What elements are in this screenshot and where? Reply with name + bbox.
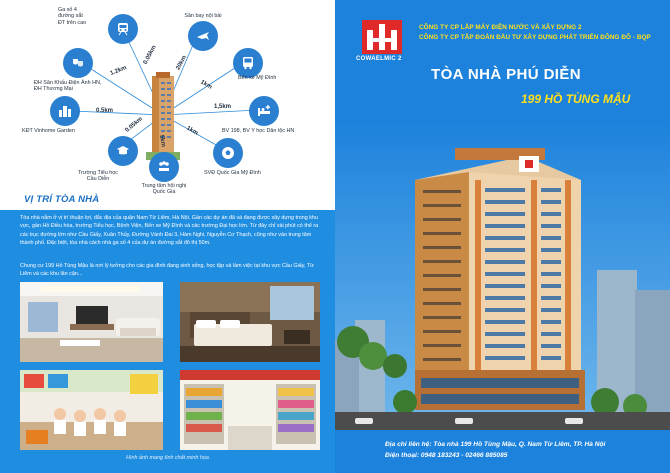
bv-198-label: BV 198, BV Y học Dân tộc HN xyxy=(222,128,295,134)
supermarket-photo xyxy=(180,370,320,450)
right-page xyxy=(335,0,670,473)
city-icon xyxy=(50,96,80,126)
conference-icon xyxy=(149,152,179,182)
photo-caption: Hình ảnh mang tính chất minh họa xyxy=(126,455,209,461)
living-room-photo xyxy=(20,282,163,362)
distance-label: 1.2km xyxy=(109,65,128,77)
building-title: TÒA NHÀ PHÚ DIỄN xyxy=(431,66,582,83)
ben-xe-node: Bến xe Mỹ Đình xyxy=(228,48,268,78)
building-render xyxy=(335,120,670,430)
company-line-2: CÔNG TY CP TẬP ĐOÀN ĐẦU TƯ XÂY DỰNG PHÁT TRIỂN ĐÔNG ĐÔ - BQP xyxy=(419,34,651,41)
ga-so-4-node: Ga số 4 đường sắt ĐT trên cao xyxy=(100,14,146,44)
theater-icon xyxy=(63,48,93,78)
trung-tam-hoi-nghi-node: Trung tâm hội nghị Quốc Gia xyxy=(140,152,188,196)
school-icon xyxy=(108,136,138,166)
svd-node xyxy=(208,138,248,168)
bv-198-node xyxy=(244,96,284,126)
distance-label: 5km xyxy=(158,134,167,148)
company-line-1: CÔNG TY CP LẮP MÁY ĐIỆN NƯỚC VÀ XÂY DỰNG 2 xyxy=(419,24,582,31)
truong-tieu-hoc-label: Trường Tiểu học Cầu Diễn xyxy=(78,170,118,182)
summary-paragraph: Chung cư 199 Hồ Tùng Mậu là nơi lý tưởng cho các gia đình đang sinh sống, học tập và làm việc tại khu vực Cầu Giấy, Từ Liêm và các khu lân cận... xyxy=(20,263,314,278)
classroom-photo xyxy=(20,370,163,450)
san-bay-node: Sân bay nội bài xyxy=(180,22,226,51)
airplane-icon xyxy=(188,21,218,51)
bedroom-photo xyxy=(180,282,320,362)
location-map xyxy=(0,0,335,196)
svd-label: SVĐ Quốc Gia Mỹ Đình xyxy=(204,170,261,176)
kbt-vinhome-label: KĐT Vinhome Garden xyxy=(22,128,75,134)
hospital-bed-icon xyxy=(249,96,279,126)
distance-label: 1km xyxy=(199,79,213,91)
distance-label: 0.05km xyxy=(124,116,144,134)
company-logo xyxy=(362,20,402,54)
soccer-ball-icon xyxy=(213,138,243,168)
contact-phone: Điện thoại: 0948 183243 - 02466 885085 xyxy=(385,452,508,459)
train-icon xyxy=(108,14,138,44)
logo-text: COWAELMIC 2 xyxy=(356,56,402,62)
distance-label: 0.05km xyxy=(142,44,158,66)
truong-tieu-hoc-node xyxy=(100,136,146,166)
dh-san-khau-label: ĐH Sân Khấu Điện Ảnh HN, ĐH Thương Mại xyxy=(34,80,102,92)
distance-label: 1,5km xyxy=(214,104,232,110)
distance-label: 20km xyxy=(175,54,188,72)
distance-label: 1km xyxy=(185,125,199,137)
dh-san-khau-node xyxy=(58,48,98,78)
bus-icon xyxy=(233,48,263,78)
building-address-title: 199 HỒ TÙNG MẬU xyxy=(521,92,631,106)
location-paragraph: Tòa nhà nằm ở vị trí thuận lợi, đắc địa của quận Nam Từ Liêm, Hà Nội. Gần các dự án đã và đang được xây dựng trong khu vực, gần Hồ Điều hòa, trường Tiểu học, Bệnh Viện, Bến xe Mỹ Đình và các trường Đại học lớn. Từ đây chỉ vài phút có thể ra các trục đường lớn như Cầu Giấy, Xuân Thủy, Đường Vành Đai 3, Hàm Nghi, Nguyễn Cơ Thạch, cũng như vào trung tâm thành phố. Đặc biệt, tòa nhà cách nhà ga số 4 của dự án đường sắt đô thị 50m. xyxy=(20,215,319,247)
kbt-vinhome-node xyxy=(48,96,82,126)
section-title: VỊ TRÍ TÒA NHÀ xyxy=(24,194,100,205)
contact-address: Địa chỉ liên hệ: Tòa nhà 199 Hồ Tùng Mậu, Q. Nam Từ Liêm, TP. Hà Nội xyxy=(385,441,606,448)
distance-label: 0.5km xyxy=(96,108,114,114)
